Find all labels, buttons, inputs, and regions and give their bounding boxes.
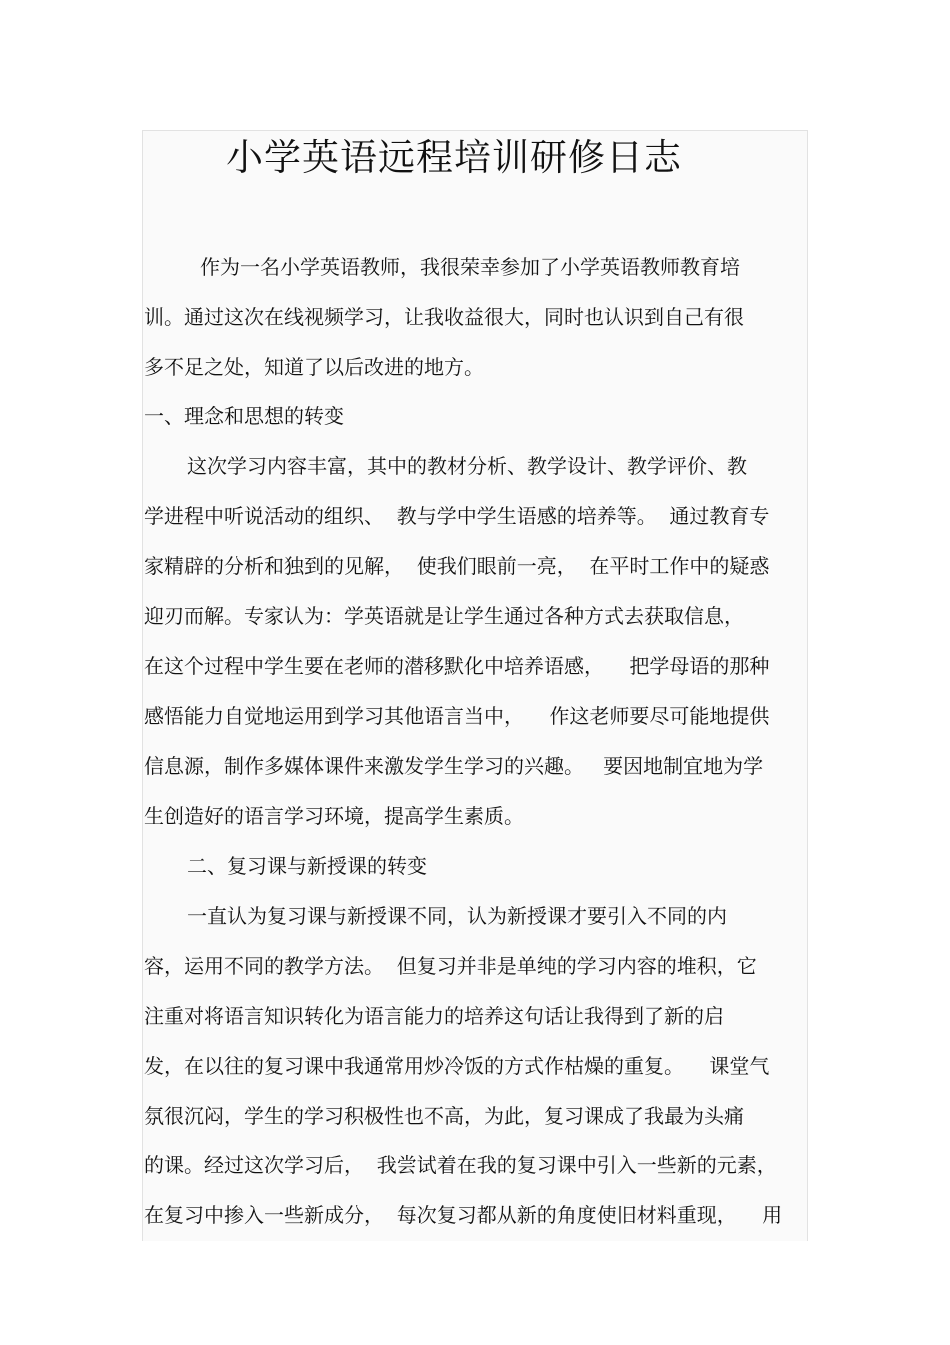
paragraph-line: 一直认为复习课与新授课不同，认为新授课才要引入不同的内	[187, 904, 727, 928]
paragraph-line: 一、理念和思想的转变	[144, 404, 344, 428]
document-title: 小学英语远程培训研修日志	[226, 136, 682, 179]
paragraph-line: 作为一名小学英语教师，我很荣幸参加了小学英语教师教育培	[200, 255, 740, 279]
paragraph-line: 二、复习课与新授课的转变	[187, 854, 427, 878]
paragraph-line: 多不足之处，知道了以后改进的地方。	[144, 355, 484, 379]
paragraph-line: 训。通过这次在线视频学习，让我收益很大，同时也认识到自己有很	[144, 305, 744, 329]
paragraph-line: 迎刃而解。专家认为：学英语就是让学生通过各种方式去获取信息，	[144, 604, 744, 628]
paragraph-line: 发，在以往的复习课中我通常用炒冷饭的方式作枯燥的重复。 课堂气	[144, 1054, 770, 1078]
paragraph-line: 感悟能力自觉地运用到学习其他语言当中， 作这老师要尽可能地提供	[144, 704, 770, 728]
paragraph-line: 这次学习内容丰富，其中的教材分析、教学设计、教学评价、教	[187, 454, 747, 478]
paragraph-line: 氛很沉闷，学生的学习积极性也不高，为此，复习课成了我最为头痛	[144, 1104, 744, 1128]
paragraph-line: 的课。经过这次学习后， 我尝试着在我的复习课中引入一些新的元素，	[144, 1153, 777, 1177]
paragraph-line: 在这个过程中学生要在老师的潜移默化中培养语感， 把学母语的那种	[144, 654, 770, 678]
paragraph-line: 信息源，制作多媒体课件来激发学生学习的兴趣。 要因地制宜地为学	[144, 754, 764, 778]
paragraph-line: 注重对将语言知识转化为语言能力的培养这句话让我得到了新的启	[144, 1004, 724, 1028]
paragraph-line: 容，运用不同的教学方法。 但复习并非是单纯的学习内容的堆积，它	[144, 954, 757, 978]
paragraph-line: 学进程中听说活动的组织、 教与学中学生语感的培养等。 通过教育专	[144, 504, 770, 528]
paragraph-line: 在复习中掺入一些新成分， 每次复习都从新的角度使旧材料重现， 用	[144, 1203, 783, 1227]
paragraph-line: 生创造好的语言学习环境，提高学生素质。	[144, 804, 524, 828]
paragraph-line: 家精辟的分析和独到的见解， 使我们眼前一亮， 在平时工作中的疑惑	[144, 554, 770, 578]
